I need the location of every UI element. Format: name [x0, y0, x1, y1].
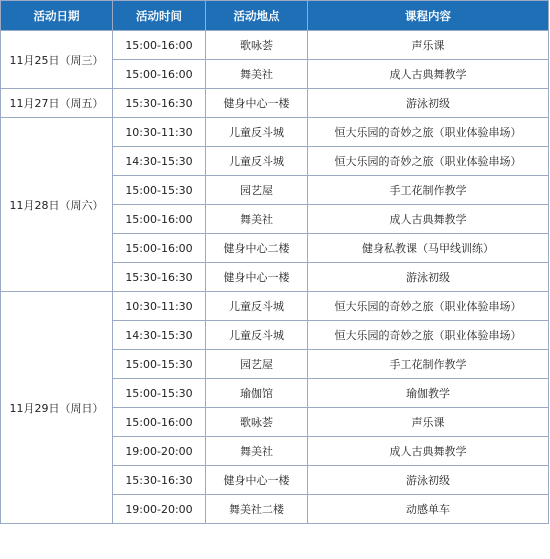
- time-cell: 15:30-16:30: [113, 263, 206, 292]
- place-cell: 歌咏荟: [206, 408, 308, 437]
- place-cell: 健身中心一楼: [206, 89, 308, 118]
- place-cell: 舞美社二楼: [206, 495, 308, 524]
- course-cell: 游泳初级: [308, 263, 549, 292]
- time-cell: 15:00-15:30: [113, 176, 206, 205]
- time-cell: 19:00-20:00: [113, 437, 206, 466]
- table-row: [1, 292, 549, 321]
- header-date: 活动日期: [1, 1, 113, 31]
- time-cell: 15:30-16:30: [113, 89, 206, 118]
- time-cell: 19:00-20:00: [113, 495, 206, 524]
- place-cell: 园艺屋: [206, 176, 308, 205]
- place-cell: 儿童反斗城: [206, 321, 308, 350]
- header-row: [1, 1, 549, 31]
- course-cell: 瑜伽教学: [308, 379, 549, 408]
- place-cell: 健身中心一楼: [206, 263, 308, 292]
- course-cell: 恒大乐园的奇妙之旅（职业体验串场）: [308, 147, 549, 176]
- header-time: 活动时间: [113, 1, 206, 31]
- time-cell: 15:00-15:30: [113, 350, 206, 379]
- time-cell: 15:30-16:30: [113, 466, 206, 495]
- header-course: 课程内容: [308, 1, 549, 31]
- time-cell: 15:00-16:00: [113, 60, 206, 89]
- table-body: [1, 31, 549, 524]
- time-cell: 14:30-15:30: [113, 321, 206, 350]
- course-cell: 恒大乐园的奇妙之旅（职业体验串场）: [308, 321, 549, 350]
- time-cell: 15:00-16:00: [113, 234, 206, 263]
- course-cell: 成人古典舞教学: [308, 205, 549, 234]
- table-row: [1, 31, 549, 60]
- time-cell: 10:30-11:30: [113, 118, 206, 147]
- place-cell: 健身中心二楼: [206, 234, 308, 263]
- table-header: [1, 1, 549, 31]
- course-cell: 健身私教课（马甲线训练）: [308, 234, 549, 263]
- place-cell: 舞美社: [206, 437, 308, 466]
- course-cell: 游泳初级: [308, 89, 549, 118]
- table-row: [1, 89, 549, 118]
- time-cell: 15:00-16:00: [113, 205, 206, 234]
- time-cell: 10:30-11:30: [113, 292, 206, 321]
- place-cell: 儿童反斗城: [206, 147, 308, 176]
- date-cell: 11月25日（周三）: [1, 31, 113, 89]
- course-cell: 成人古典舞教学: [308, 437, 549, 466]
- place-cell: 歌咏荟: [206, 31, 308, 60]
- place-cell: 舞美社: [206, 60, 308, 89]
- course-cell: 游泳初级: [308, 466, 549, 495]
- course-cell: 声乐课: [308, 31, 549, 60]
- course-cell: 恒大乐园的奇妙之旅（职业体验串场）: [308, 292, 549, 321]
- course-cell: 恒大乐园的奇妙之旅（职业体验串场）: [308, 118, 549, 147]
- date-cell: 11月28日（周六）: [1, 118, 113, 292]
- time-cell: 14:30-15:30: [113, 147, 206, 176]
- place-cell: 儿童反斗城: [206, 118, 308, 147]
- course-cell: 成人古典舞教学: [308, 60, 549, 89]
- course-cell: 声乐课: [308, 408, 549, 437]
- date-cell: 11月29日（周日）: [1, 292, 113, 524]
- place-cell: 儿童反斗城: [206, 292, 308, 321]
- place-cell: 园艺屋: [206, 350, 308, 379]
- course-cell: 动感单车: [308, 495, 549, 524]
- place-cell: 健身中心一楼: [206, 466, 308, 495]
- header-place: 活动地点: [206, 1, 308, 31]
- course-cell: 手工花制作教学: [308, 350, 549, 379]
- time-cell: 15:00-15:30: [113, 379, 206, 408]
- time-cell: 15:00-16:00: [113, 408, 206, 437]
- date-cell: 11月27日（周五）: [1, 89, 113, 118]
- place-cell: 舞美社: [206, 205, 308, 234]
- time-cell: 15:00-16:00: [113, 31, 206, 60]
- table-row: [1, 118, 549, 147]
- course-cell: 手工花制作教学: [308, 176, 549, 205]
- place-cell: 瑜伽馆: [206, 379, 308, 408]
